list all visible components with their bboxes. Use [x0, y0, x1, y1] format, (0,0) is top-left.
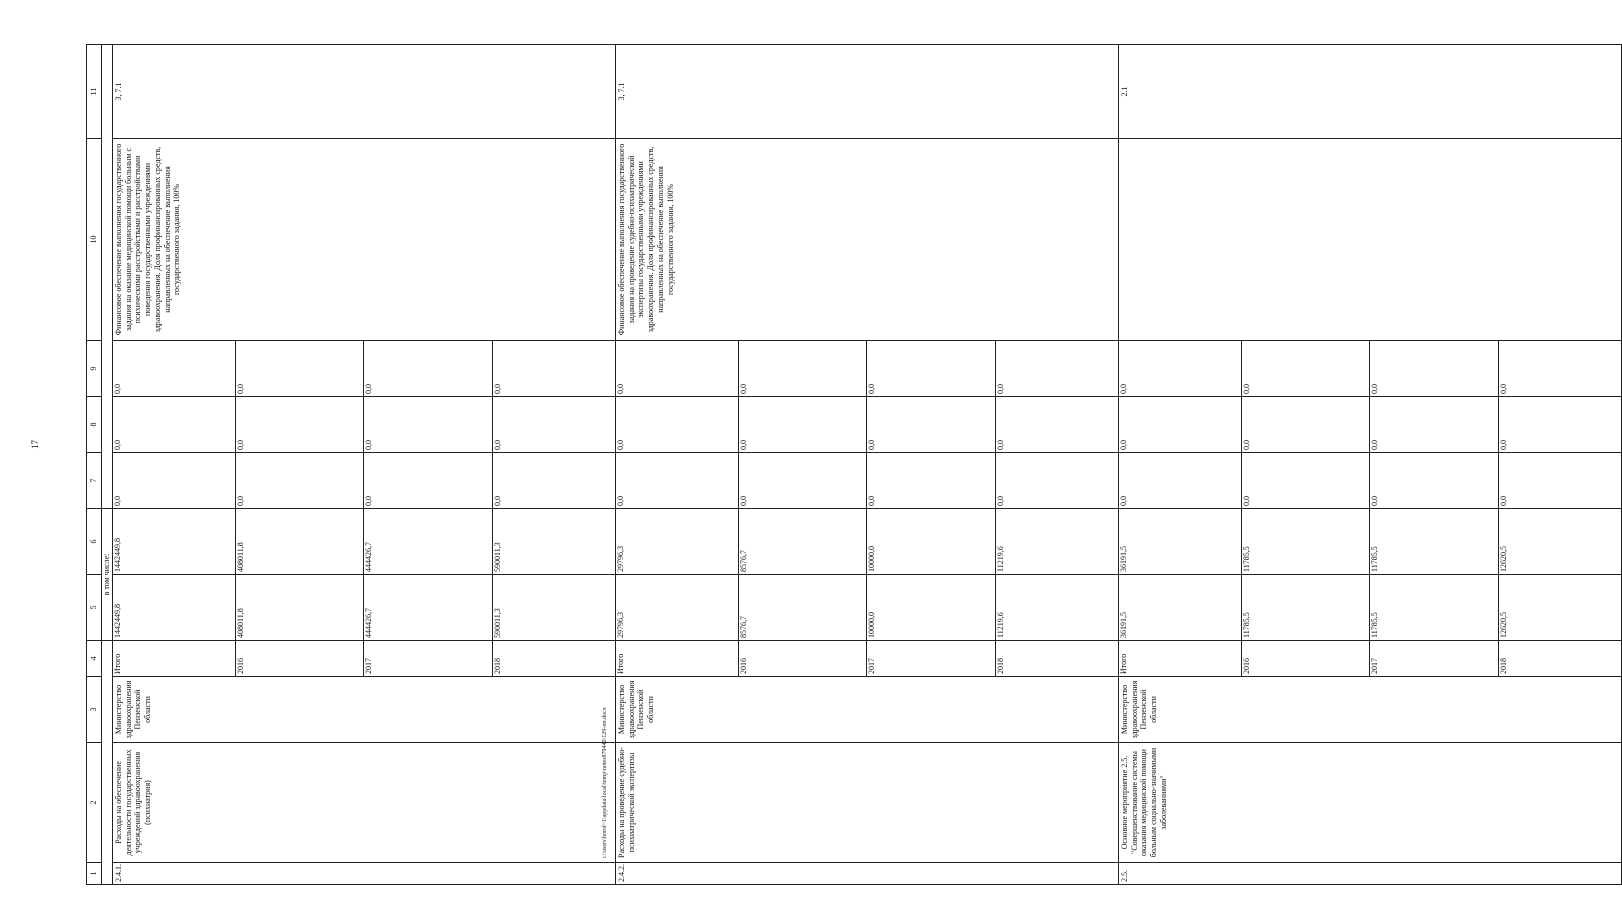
col-header-5: 5 [87, 575, 102, 641]
col-header-9: 9 [87, 341, 102, 397]
row-number: 2.4.2. [615, 863, 1118, 885]
value: 8576,7 [738, 575, 866, 640]
col8-cell [1118, 397, 1621, 453]
col-header-3: 3 [87, 677, 102, 743]
footer-file-path: c:\users\borol~1\appdata\local\temp\notes879440\129-пп.docx [602, 707, 608, 858]
value: 36191,5 [1119, 575, 1242, 640]
value: 36191,5 [1119, 509, 1242, 574]
year-label: 2017 [364, 641, 492, 676]
col6-cell [112, 509, 615, 575]
page-number: 17 [30, 440, 40, 449]
col7-cell [1118, 453, 1621, 509]
value: 0,0 [235, 453, 363, 508]
value: 590011,3 [492, 542, 502, 572]
value: 0,0 [1498, 496, 1508, 506]
col-header-10: 10 [87, 139, 102, 341]
col9-cell [112, 341, 615, 397]
row-org: Министерство здравоохранения Пензенской области [1118, 677, 1621, 743]
value: 0,0 [1119, 397, 1242, 452]
value: 0,0 [867, 453, 995, 508]
value: 0,0 [738, 341, 866, 396]
year-label: 2016 [235, 641, 363, 676]
row-indicator [1118, 139, 1621, 341]
value: 0,0 [995, 496, 1005, 506]
table-row [615, 45, 1118, 885]
row-indicator: Финансовое обеспечение выполнения государственного задания на проведение судебно-психиатрической экспертизы государственными учреждениями здравоохранения. Доля профинансированных средств, направленных на обеспечение выполнения государственного задания, 100% [615, 139, 1118, 341]
value: 0,0 [616, 397, 739, 452]
value: 408011,8 [235, 575, 363, 640]
value: 0,0 [492, 496, 502, 506]
row-goal: 3, 7.1 [112, 45, 615, 139]
value: 0,0 [113, 397, 236, 452]
col9-cell [1118, 341, 1621, 397]
value: 0,0 [738, 453, 866, 508]
year-label: 2016 [1241, 641, 1369, 676]
col-header-4: 4 [87, 641, 102, 677]
value: 11785,5 [1241, 575, 1369, 640]
value: 0,0 [616, 341, 739, 396]
value: 0,0 [1241, 397, 1369, 452]
row-name: Основное мероприятие 2.5. "Совершенствование системы оказания медицинской помощи больным социально-значимыми заболеваниями" [1118, 743, 1621, 863]
col7-cell [112, 453, 615, 509]
row-indicator: Финансовое обеспечение выполнения государственного задания на оказание медицинской помощи больным с психическими расстройствами и расстройствами поведения государственными учреждениями здравоохранения. Доля профинансированных средств, направленных на обеспечение выполнения государственного задания, 100% [112, 139, 615, 341]
years-cell [1118, 641, 1621, 677]
value: 1442449,8 [113, 509, 236, 574]
value: 8576,7 [738, 509, 866, 574]
table-row [1118, 45, 1621, 885]
col7-cell [615, 453, 1118, 509]
value: 0,0 [1241, 341, 1369, 396]
value: 0,0 [1370, 453, 1498, 508]
value: 0,0 [113, 341, 236, 396]
col-header-7: 7 [87, 453, 102, 509]
value: 0,0 [1498, 384, 1508, 394]
row-number: 2.5. [1118, 863, 1621, 885]
value: 0,0 [616, 453, 739, 508]
col9-cell [615, 341, 1118, 397]
year-label: Итого [113, 641, 236, 676]
value: 0,0 [1119, 453, 1242, 508]
row-org: Министерство здравоохранения Пензенской области [112, 677, 615, 743]
value: 444426,7 [364, 509, 492, 574]
col-header-2: 2 [87, 743, 102, 863]
col-header-1: 1 [87, 863, 102, 885]
value: 0,0 [867, 397, 995, 452]
value: 0,0 [235, 397, 363, 452]
value: 0,0 [867, 341, 995, 396]
value: 0,0 [364, 453, 492, 508]
col5-cell [1118, 575, 1621, 641]
value: 11785,5 [1370, 575, 1498, 640]
value: 11219,6 [995, 546, 1005, 572]
value: 0,0 [113, 453, 236, 508]
row-name: Расходы на обеспечение деятельности государственных учреждений здравоохранения (психиатрия) [112, 743, 615, 863]
value: 11785,5 [1241, 509, 1369, 574]
value: 0,0 [1370, 341, 1498, 396]
year-label: 2018 [995, 658, 1005, 674]
col5-cell [112, 575, 615, 641]
value: 11219,6 [995, 612, 1005, 638]
value: 408011,8 [235, 509, 363, 574]
value: 0,0 [364, 397, 492, 452]
value: 29796,3 [616, 509, 739, 574]
year-label: Итого [1119, 641, 1242, 676]
col6-cell [615, 509, 1118, 575]
table-row [112, 45, 615, 885]
row-number: 2.4.1. [112, 863, 615, 885]
value: 29796,3 [616, 575, 739, 640]
year-label: 2018 [1498, 658, 1508, 674]
years-cell [615, 641, 1118, 677]
col6-cell [1118, 509, 1621, 575]
year-label: 2017 [1370, 641, 1498, 676]
col8-cell [615, 397, 1118, 453]
value: 0,0 [235, 341, 363, 396]
year-label: Итого [616, 641, 739, 676]
value: 10000,0 [867, 575, 995, 640]
value: 12620,5 [1498, 612, 1508, 638]
program-table [86, 44, 1622, 885]
row-goal: 3, 7.1 [615, 45, 1118, 139]
value: 0,0 [1119, 341, 1242, 396]
year-label: 2016 [738, 641, 866, 676]
value: 0,0 [1241, 453, 1369, 508]
value: 0,0 [1498, 440, 1508, 450]
value: 10000,0 [867, 509, 995, 574]
value: 0,0 [492, 440, 502, 450]
row-name: Расходы на проведение судебно-психиатрической экспертизы [615, 743, 1118, 863]
col-header-8: 8 [87, 397, 102, 453]
year-label: 2017 [867, 641, 995, 676]
value: 0,0 [995, 440, 1005, 450]
value: 590011,3 [492, 608, 502, 638]
value: 11785,5 [1370, 509, 1498, 574]
value: 12620,5 [1498, 546, 1508, 572]
value: 0,0 [995, 384, 1005, 394]
years-cell [112, 641, 615, 677]
col8-cell [112, 397, 615, 453]
in-that-number-label: в том числе: [102, 509, 113, 641]
year-label: 2018 [492, 658, 502, 674]
value: 0,0 [1370, 397, 1498, 452]
value: 444426,7 [364, 575, 492, 640]
value: 0,0 [364, 341, 492, 396]
col5-cell [615, 575, 1118, 641]
col-header-6: 6 [87, 509, 102, 575]
value: 0,0 [738, 397, 866, 452]
row-goal: 2.1 [1118, 45, 1621, 139]
value: 0,0 [492, 384, 502, 394]
header-row [87, 45, 102, 885]
value: 1442449,8 [113, 575, 236, 640]
col-header-11: 11 [87, 45, 102, 139]
subheader-row [102, 45, 113, 885]
row-org: Министерство здравоохранения Пензенской области [615, 677, 1118, 743]
